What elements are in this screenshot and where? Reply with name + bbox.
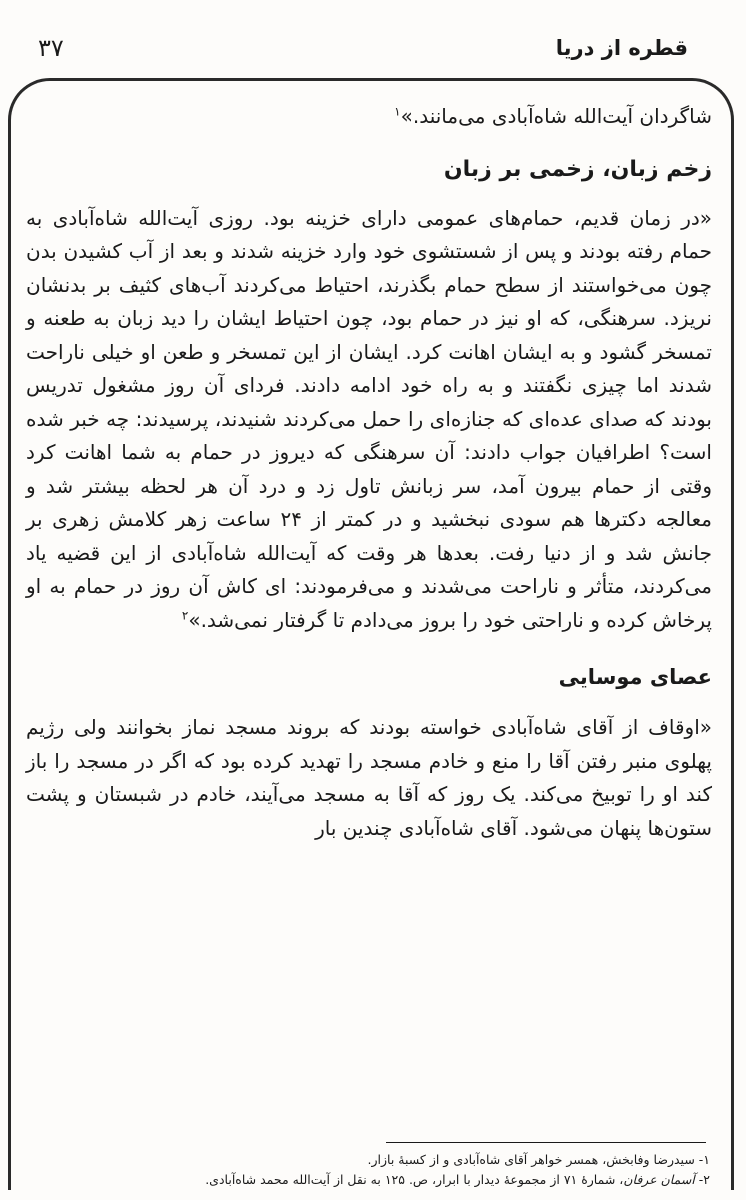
footnote-divider (386, 1142, 706, 1143)
page-content (26, 100, 712, 845)
section-heading-1: زخم زبان، زخمی بر زبان (443, 156, 712, 182)
section-heading-2: عصای موسایی (558, 665, 712, 689)
section-2-body: «اوقاف از آقای شاه‌آبادی خواسته بودند که بروند مسجد نماز بخوانند ولی رژیم پهلوی منبر رفتن آقا را منع و خادم مسجد را تهدید کرده بود که اگر در مسجد را باز کند او را توبیخ می‌کند. یک روز که آقا به مسجد می‌آیند، خادم در شبستان و پشت ستون‌ها پنهان می‌شود. آقای شاه‌آبادی چندین بار (26, 715, 712, 840)
page-header (28, 30, 718, 70)
footnote-ref-2: ۲ (181, 607, 189, 622)
section-1-body (26, 202, 712, 638)
page-number: ۳۷ (38, 34, 64, 62)
opening-text: شاگردان آیت‌الله شاه‌آبادی می‌مانند.» (400, 104, 712, 128)
footnotes (30, 1150, 710, 1190)
footnote-1: ۱- سیدرضا وفابخش، همسر خواهر آقای شاه‌آبادی و از کسبهٔ بازار. (367, 1152, 710, 1167)
running-title: قطره از دریا (555, 36, 688, 60)
footnote-2 (30, 1170, 710, 1190)
footnote-2-source: آسمان عرفان (623, 1172, 695, 1187)
footnote-ref-1: ۱ (394, 104, 401, 119)
footnote-2-text: ، شمارهٔ ۷۱ از مجموعهٔ دیدار با ابرار، ص. ۱۲۵ به نقل از آیت‌الله محمد شاه‌آبادی. (205, 1172, 624, 1187)
opening-paragraph (26, 100, 712, 134)
footnote-2-prefix: ۲- (694, 1172, 710, 1187)
section-1-text: «در زمان قدیم، حمام‌های عمومی دارای خزینه بود. روزی آیت‌الله شاه‌آبادی به حمام رفته بودند و پس از شستشوی خود وارد خزینه شدند و بعد از آب کشیدن بدن چون می‌خواستند از سطح حمام بگذرند، احتیاط می‌کردند آب‌های کثیف بر بدنشان نریزد. سرهنگی، که او نیز در حمام بود، چون احتیاط ایشان را دید زبان به طعنه و تمسخر گشود و به ایشان اهانت کرد. ایشان از این تمسخر و طعن او خیلی ناراحت شدند اما چیزی نگفتند و به راه خود ادامه دادند. فردای آن روز مشغول تدریس بودند که صدای عده‌ای که جنازه‌ای را حمل می‌کردند شنیدند، پرسیدند: چه خبر شده است؟ اطرافیان جواب دادند: آن سرهنگی که دیروز در حمام به شما اهانت کرد وقتی از حمام بیرون آمد، سر زبانش تاول زد و درد آن هر لحظه بیشتر شد و معالجه دکترها هم سودی نبخشید و در کمتر از ۲۴ ساعت زهر کلامش زهری بر جانش شد و از دنیا رفت. بعدها هر وقت که آیت‌الله شاه‌آبادی از این قضیه یاد می‌کردند، متأثر و ناراحت می‌شدند و می‌فرمودند: ای کاش آن روز در حمام به او پرخاش کرده و ناراحتی خود را بروز می‌دادم تا گرفتار نمی‌شد.» (26, 205, 712, 632)
